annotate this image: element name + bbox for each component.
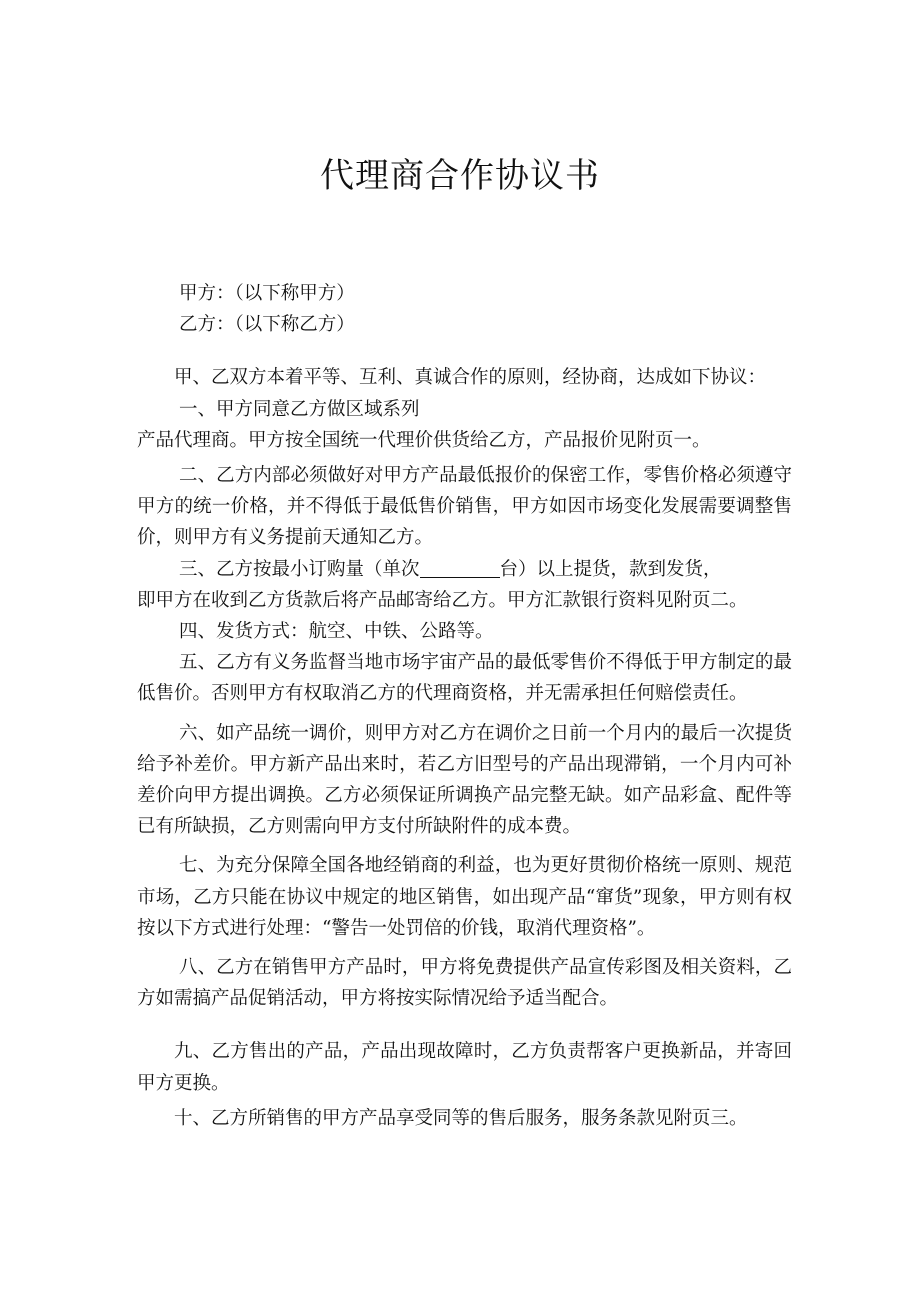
document-title: 代理商合作协议书 [320,156,600,196]
document-body [137,278,792,1134]
clause-3-text-b: 台）以上提货，款到发货， [499,558,722,580]
clause-5-paragraph: 五、乙方有义务监督当地市场宇宙产品的最低零售价不得低于甲方制定的最低售价。否则甲方有权取消乙方的代理商资格，并无需承担任何赔偿责任。 [137,652,792,705]
clause-10-paragraph: 十、乙方所销售的甲方产品享受同等的售后服务，服务条款见附页三。 [174,1107,748,1129]
clause-3-line-b: 即甲方在收到乙方货款后将产品邮寄给乙方。甲方汇款银行资料见附页二。 [137,589,748,611]
clause-3-line-a [137,554,792,585]
clause-2-paragraph: 二、乙方内部必须做好对甲方产品最低报价的保密工作，零售价格必须遵守甲方的统一价格，并不得低于最低售价销售，甲方如因市场变化发展需要调整售价，则甲方有义务提前天通知乙方。 [137,465,792,549]
party-a-line: 甲方：（以下称甲方） [179,283,355,304]
clause-3-text-a: 三、乙方按最小订购量（单次 [179,558,420,580]
order-quantity-blank [420,559,500,578]
clause-7-paragraph: 七、为充分保障全国各地经销商的利益，也为更好贯彻价格统一原则、规范市场，乙方只能在协议中规定的地区销售，如出现产品“窜货”现象，甲方则有权按以下方式进行处理：“警告一处罚倍的价钱，取消代理资格”。 [137,855,792,939]
clause-4-paragraph: 四、发货方式：航空、中铁、公路等。 [179,621,494,643]
intro-paragraph: 甲、乙双方本着平等、互利、真诚合作的原则，经协商，达成如下协议： [174,367,767,389]
clause-6-paragraph: 六、如产品统一调价，则甲方对乙方在调价之日前一个月内的最后一次提货给予补差价。甲方新产品出来时，若乙方旧型号的产品出现滞销，一个月内可补差价向甲方提出调换。乙方必须保证所调换产品完整无缺。如产品彩盒、配件等已有所缺损，乙方则需向甲方支付所缺附件的成本费。 [137,722,792,838]
clause-1-line-b: 产品代理商。甲方按全国统一代理价供货给乙方，产品报价见附页一。 [137,429,711,451]
clause-9-paragraph: 九、乙方售出的产品，产品出现故障时，乙方负责帮客户更换新品，并寄回甲方更换。 [137,1041,792,1094]
clause-1-line-a: 一、甲方同意乙方做区域系列 [179,398,420,420]
clause-8-paragraph: 八、乙方在销售甲方产品时，甲方将免费提供产品宣传彩图及相关资料，乙方如需搞产品促销活动，甲方将按实际情况给予适当配合。 [137,957,792,1010]
party-b-line: 乙方：（以下称乙方） [179,314,355,336]
